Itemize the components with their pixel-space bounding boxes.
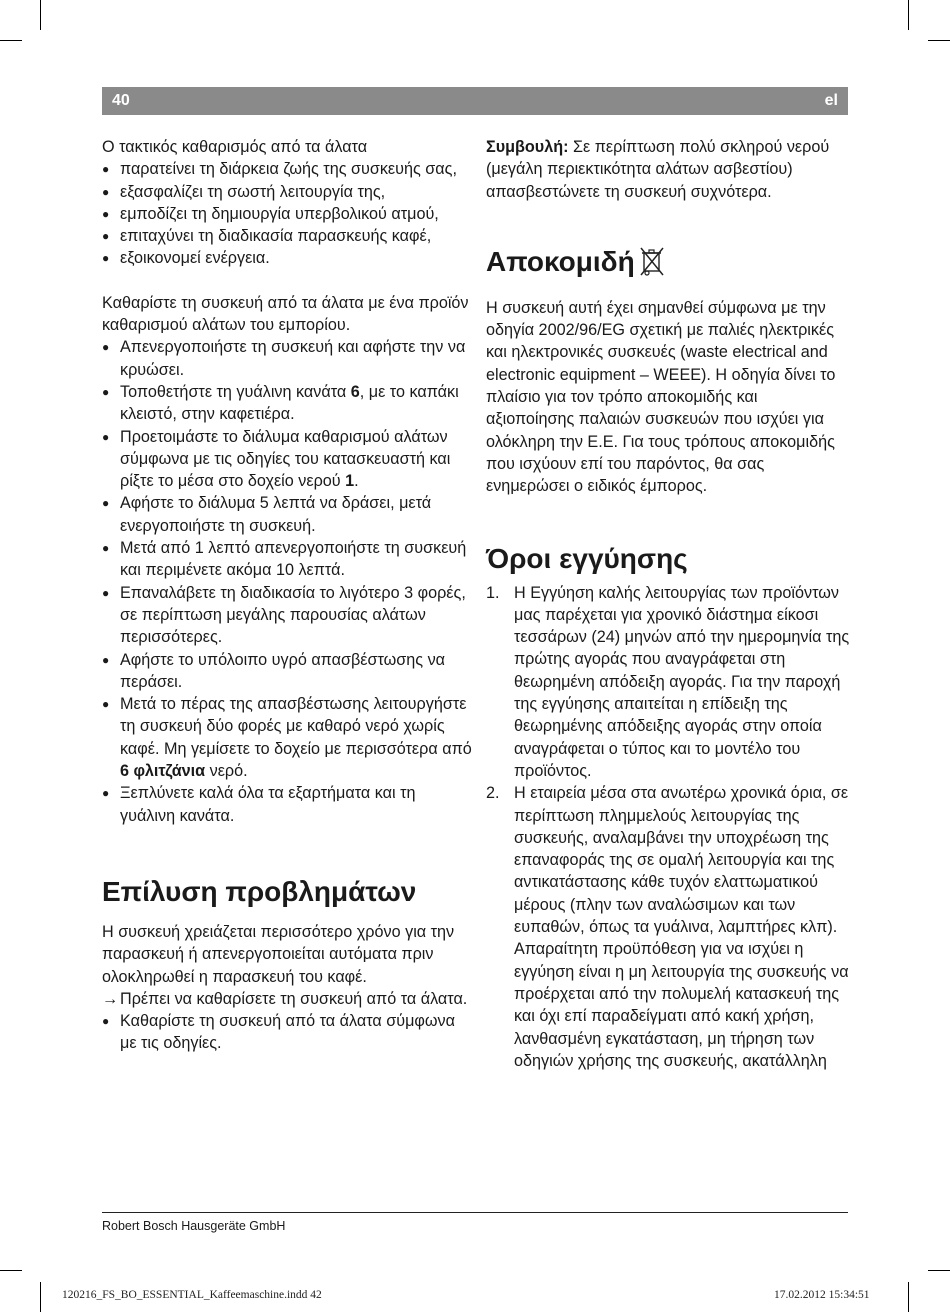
remedy-item: → Πρέπει να καθαρίσετε τη συσκευή από τα άλατα.	[102, 988, 472, 1010]
crop-mark	[928, 40, 950, 41]
crop-mark	[928, 1270, 950, 1271]
list-item: ● Επαναλάβετε τη διαδικασία το λιγότερο 3 φορές, σε περίπτωση μεγάλης παρουσίας αλάτων περισσότερες.	[102, 582, 472, 649]
list-item: ● εξοικονομεί ενέργεια.	[102, 247, 472, 269]
slug-timestamp: 17.02.2012 15:34:51	[774, 1289, 870, 1301]
list-item: ● εξασφαλίζει τη σωστή λειτουργία της,	[102, 181, 472, 203]
tip-label: Συμβουλή:	[486, 138, 569, 156]
descale-instructions-intro: Καθαρίστε τη συσκευή από τα άλατα με ένα προϊόν καθαρισμού αλάτων του εμπορίου.	[102, 293, 469, 335]
footer-rule	[102, 1212, 848, 1213]
crop-mark	[40, 0, 41, 30]
list-item: ● εμποδίζει τη δημιουργία υπερβολικού ατμού,	[102, 203, 472, 225]
crop-mark	[908, 1282, 909, 1312]
warranty-terms-list	[486, 582, 850, 1073]
list-item: ● Μετά το πέρας της απασβέστωσης λειτουργήστε τη συσκευή δύο φορές με καθαρό νερό χωρίς καφέ. Μη γεμίσετε το δοχείο με περισσότερα από 6 φλιτζάνια νερό.	[102, 693, 472, 782]
slug-filename: 120216_FS_BO_ESSENTIAL_Kaffeemaschine.indd 42	[62, 1289, 322, 1301]
crop-mark	[40, 1282, 41, 1312]
list-item: ● Ξεπλύνετε καλά όλα τα εξαρτήματα και τη γυάλινη κανάτα.	[102, 782, 472, 827]
cup-limit: 6 φλιτζάνια	[120, 762, 206, 781]
benefits-list	[102, 158, 472, 269]
language-code: el	[824, 92, 838, 109]
descale-steps-list	[102, 336, 472, 827]
part-number: 6	[350, 382, 360, 401]
arrow-icon: →	[102, 989, 119, 1008]
crop-mark	[0, 40, 22, 41]
warranty-heading: Όροι εγγύησης	[486, 542, 688, 574]
descaling-intro: Ο τακτικός καθαρισμός από τα άλατα	[102, 138, 368, 156]
disposal-heading: Αποκομιδή	[486, 245, 850, 285]
footer-company: Robert Bosch Hausgeräte GmbH	[102, 1219, 286, 1233]
list-item: ● Τοποθετήστε τη γυάλινη κανάτα 6, με το καπάκι κλειστό, στην καφετιέρα.	[102, 381, 472, 426]
list-item: ● Μετά από 1 λεπτό απενεργοποιήστε τη συσκευή και περιμένετε ακόμα 10 λεπτά.	[102, 537, 472, 582]
crop-mark	[0, 1270, 22, 1271]
list-item: ● Απενεργοποιήστε τη συσκευή και αφήστε την να κρυώσει.	[102, 336, 472, 381]
list-item: 1. Η Εγγύηση καλής λειτουργίας των προϊόντων μας παρέχεται για χρονικό διάστημα είκοσι τεσσάρων (24) μηνών από την ημερομηνία της πρώτης αγοράς που αναγράφεται στη θεωρημένη απόδειξη αγοράς. Για την παροχή της εγγύησης απαιτείται η επίδειξη της θεωρημένης απόδειξης αγοράς στην οποία αναγράφεται ο τύπος και το μοντέλο του προϊόντος.	[486, 583, 850, 780]
troubleshooting-list	[102, 1010, 472, 1055]
crossed-out-wheelie-bin-icon	[639, 245, 665, 285]
list-item: ● παρατείνει τη διάρκεια ζωής της συσκευής σας,	[102, 158, 472, 180]
part-number: 1	[345, 472, 355, 491]
page-number: 40	[112, 92, 130, 109]
page-header-bar	[102, 87, 848, 115]
troubleshooting-body: Η συσκευή χρειάζεται περισσότερο χρόνο για την παρασκευή ή απενεργοποιείται αυτόματα πριν ολοκληρωθεί η παρασκευή του καφέ.	[102, 922, 455, 986]
list-item: 2. Η εταιρεία μέσα στα ανωτέρω χρονικά όρια, σε περίπτωση πλημμελούς λειτουργίας της συσκευής, αναλαμβάνει την υποχρέωση της επαναφοράς της σε ομαλή λειτουργία και της αντικατάστασης κάθε τυχόν ελαττωματικού μέρους (πλην των αναλώσιμων και των ευπαθών, όπως τα γυάλινα, λαμπτήρες κλπ). Απαραίτητη προϋπόθεση για να ισχύει η εγγύηση είναι η μη λειτουργία της συσκευής να προέρχεται από την πολυμελή κατασκευή της και όχι επί παραδείγματι από κακή χρήση, λανθασμένη εγκατάσταση, μη τήρηση των οδηγιών χρήσης της συσκευής, ακατάλληλη	[486, 784, 849, 1070]
list-item: ● Αφήστε το υπόλοιπο υγρό απασβέστωσης να περάσει.	[102, 649, 472, 694]
list-item: ● Αφήστε το διάλυμα 5 λεπτά να δράσει, μετά ενεργοποιήστε τη συσκευή.	[102, 492, 472, 537]
disposal-body: Η συσκευή αυτή έχει σημανθεί σύμφωνα με την οδηγία 2002/96/EG σχετική με παλιές ηλεκτρικές και ηλεκτρονικές συσκευές (waste electrical and electronic equipment – WEEE). Η οδηγία δίνει το πλαίσιο για τον τρόπο αποκομιδής και αξιοποίησης παλαιών συσκευών που ισχύει για ολόκληρη την Ε.Ε. Για τους τρόπους αποκομιδής που ισχύουν επί του παρόντος, θα σας ενημερώσει ο ειδικός έμπορος.	[486, 298, 836, 496]
tip-paragraph: Συμβουλή: Σε περίπτωση πολύ σκληρού νερού (μεγάλη περιεκτικότητα αλάτων ασβεστίου) απασβεστώνετε τη συσκευή συχνότερα.	[486, 138, 830, 201]
list-item: ● επιταχύνει τη διαδικασία παρασκευής καφέ,	[102, 225, 472, 247]
troubleshooting-heading: Επίλυση προβλημάτων	[102, 875, 417, 907]
right-column	[486, 136, 850, 1072]
list-item: ● Καθαρίστε τη συσκευή από τα άλατα σύμφωνα με τις οδηγίες.	[102, 1010, 472, 1055]
crop-mark	[908, 0, 909, 30]
left-column	[102, 136, 472, 1055]
list-item: ● Προετοιμάστε το διάλυμα καθαρισμού αλάτων σύμφωνα με τις οδηγίες του κατασκευαστή και ρίξτε το μέσα στο δοχείο νερού 1.	[102, 426, 472, 493]
